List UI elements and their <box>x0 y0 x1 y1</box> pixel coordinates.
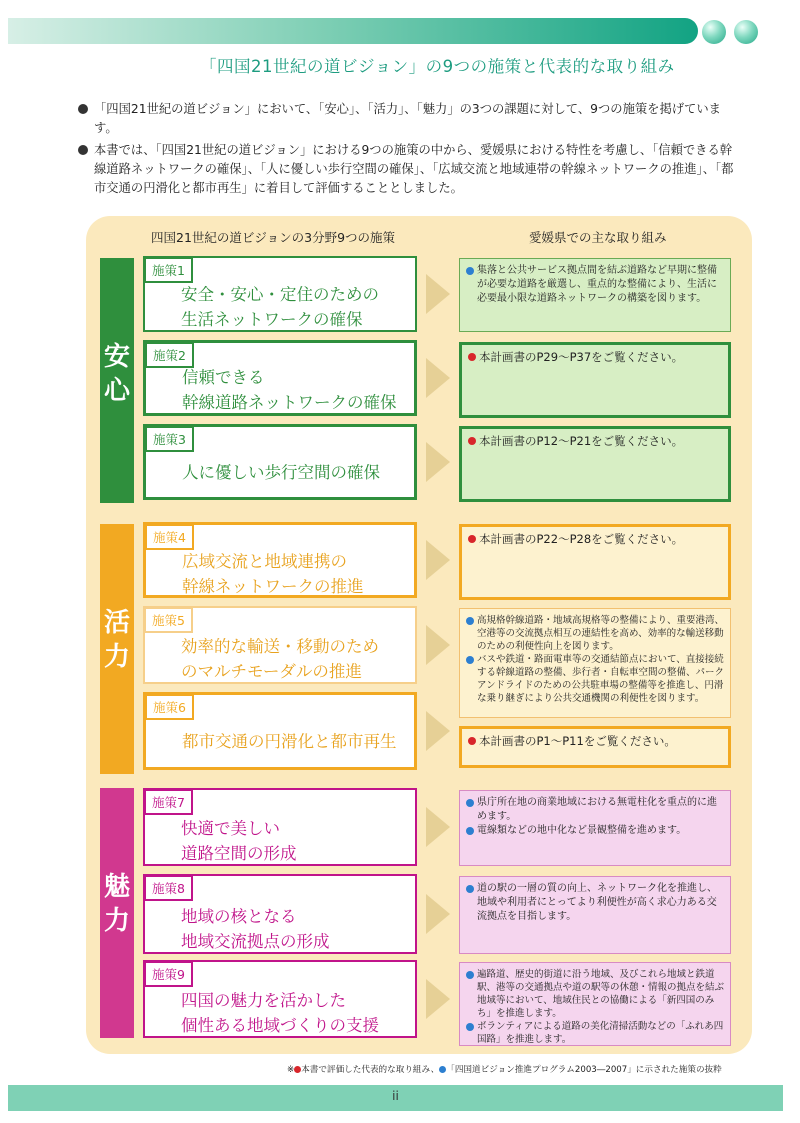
arrow-icon <box>426 540 450 580</box>
blue-dot-icon <box>466 617 474 625</box>
decor-ball-2 <box>734 20 758 44</box>
intro-item: 本書では、「四国21世紀の道ビジョン」における9つの施策の中から、愛媛県における特性を考慮し、「信頼できる幹線道路ネットワークの確保」、「人に優しい歩行空間の確保」、「広域交流と地域連帯の幹線ネットワークの推進」、「都市交通の円滑化と都市再生」に着目して評価することとしました。 <box>78 141 738 198</box>
policy-tag: 施策4 <box>145 524 194 550</box>
policy-tag: 施策3 <box>145 426 194 452</box>
category-band-miryoku <box>100 788 134 1038</box>
initiative-box-2 <box>459 342 731 418</box>
policy-title: 広域交流と地域連携の 幹線ネットワークの推進 <box>182 552 364 596</box>
arrow-icon <box>426 274 450 314</box>
bullet-dot-icon <box>78 145 88 155</box>
blue-dot-icon <box>466 827 474 835</box>
decor-ball-1 <box>702 20 726 44</box>
left-column-header: 四国21世紀の道ビジョンの3分野9つの施策 <box>151 230 396 245</box>
policy-title: 快適で美しい 道路空間の形成 <box>181 819 297 863</box>
arrow-icon <box>426 807 450 847</box>
bullet-dot-icon <box>78 104 88 114</box>
arrow-icon <box>426 625 450 665</box>
policy-card-2 <box>143 340 417 416</box>
footer-bar <box>8 1085 783 1111</box>
policy-tag: 施策2 <box>145 342 194 368</box>
arrow-icon <box>426 358 450 398</box>
blue-dot-icon <box>466 656 474 664</box>
policy-tag: 施策6 <box>145 694 194 720</box>
initiative-item: 高規格幹線道路・地域高規格等の整備により、重要港湾、空港等の交流拠点相互の連結性を高め、効率的な輸送移動のための利便性向上を図ります。 <box>466 614 724 653</box>
policy-card-3 <box>143 424 417 500</box>
initiative-box-7 <box>459 790 731 866</box>
policy-tag: 施策9 <box>144 961 193 987</box>
intro-item: 「四国21世紀の道ビジョン」において、「安心」、「活力」、「魅力」の3つの課題に対して、9つの施策を掲げています。 <box>78 100 738 138</box>
blue-dot-icon <box>466 799 474 807</box>
initiative-item: 道の駅の一層の質の向上、ネットワーク化を推進し、地域や利用者にとってより利便性が高く求心力ある交流拠点を目指します。 <box>466 882 724 924</box>
arrow-icon <box>426 711 450 751</box>
red-dot-icon <box>468 437 476 445</box>
policy-card-6 <box>143 692 417 770</box>
initiative-item: 本計画書のP1～P11をご覧ください。 <box>468 734 722 748</box>
policy-tag: 施策8 <box>144 875 193 901</box>
initiative-item: ボランティアによる道路の美化清掃活動などの「ふれあ四国路」を推進します。 <box>466 1020 724 1046</box>
initiative-box-1 <box>459 258 731 332</box>
blue-dot-icon <box>466 267 474 275</box>
policy-title: 都市交通の円滑化と都市再生 <box>182 732 397 751</box>
policy-tag: 施策7 <box>144 789 193 815</box>
policy-tag: 施策5 <box>144 607 193 633</box>
policy-card-5 <box>143 606 417 684</box>
category-label-miryoku: 魅力 <box>103 872 130 936</box>
initiative-box-3 <box>459 426 731 502</box>
initiative-item: 本計画書のP12～P21をご覧ください。 <box>468 434 722 448</box>
policy-title: 地域の核となる 地域交流拠点の形成 <box>181 907 330 951</box>
initiative-box-4 <box>459 524 731 600</box>
initiative-box-5 <box>459 608 731 718</box>
policy-title: 安全・安心・定住のための 生活ネットワークの確保 <box>181 285 379 329</box>
header-bar <box>8 18 698 44</box>
footnote: ※ 本書で評価した代表的な取り組み、 「四国道ビジョン推進プログラム2003―2007」に示された施策の抜粋 <box>287 1065 722 1075</box>
red-dot-icon <box>468 737 476 745</box>
initiative-item: 本計画書のP29～P37をご覧ください。 <box>468 350 722 364</box>
policy-card-8 <box>143 874 417 954</box>
category-label-anshin: 安心 <box>103 342 130 406</box>
page-title: 「四国21世紀の道ビジョン」の9つの施策と代表的な取り組み <box>200 57 675 76</box>
initiative-item: 電線類などの地中化など景観整備を進めます。 <box>466 824 724 838</box>
red-dot-icon <box>468 353 476 361</box>
initiative-item: バスや鉄道・路面電車等の交通結節点において、直接接続する幹線道路の整備、歩行者・自転車空間の整備、パークアンドライドのための公共駐車場の整備等を推進し、円滑な乗り継ぎにより公共交通機関の利便性を図ります。 <box>466 653 724 705</box>
initiative-box-8 <box>459 876 731 954</box>
intro-bullets <box>78 100 738 201</box>
red-dot-icon <box>468 535 476 543</box>
policy-title: 効率的な輸送・移動のため のマルチモーダルの推進 <box>181 637 379 681</box>
policy-tag: 施策1 <box>144 257 193 283</box>
initiative-box-9 <box>459 962 731 1046</box>
initiative-item: 集落と公共サービス拠点間を結ぶ道路など早期に整備が必要な道路を厳選し、重点的な整備により、生活に必要最小限な道路ネットワークの構築を図ります。 <box>466 264 724 306</box>
blue-dot-icon <box>466 1023 474 1031</box>
policy-card-4 <box>143 522 417 598</box>
category-band-katsuryoku <box>100 524 134 774</box>
arrow-icon <box>426 894 450 934</box>
policy-card-9 <box>143 960 417 1038</box>
policy-card-7 <box>143 788 417 866</box>
arrow-icon <box>426 979 450 1019</box>
blue-dot-icon <box>466 885 474 893</box>
page-number: ii <box>392 1089 399 1103</box>
initiative-item: 本計画書のP22～P28をご覧ください。 <box>468 532 722 546</box>
initiative-item: 遍路道、歴史的街道に沿う地域、及びこれら地域と鉄道駅、港等の交通拠点や道の駅等の休憩・情報の拠点を結ぶ地域等において、地域住民との協働による「新四国のみち」を推進します。 <box>466 968 724 1020</box>
policy-title: 四国の魅力を活かした 個性ある地域づくりの支援 <box>181 991 379 1035</box>
blue-dot-icon <box>466 971 474 979</box>
policy-title: 信頼できる 幹線道路ネットワークの確保 <box>182 368 397 412</box>
arrow-icon <box>426 442 450 482</box>
policy-title: 人に優しい歩行空間の確保 <box>182 463 380 482</box>
right-column-header: 愛媛県での主な取り組み <box>529 230 667 245</box>
policy-card-1 <box>143 256 417 332</box>
initiative-item: 県庁所在地の商業地域における無電柱化を重点的に進めます。 <box>466 796 724 824</box>
category-label-katsuryoku: 活力 <box>103 608 130 672</box>
category-band-anshin <box>100 258 134 503</box>
initiative-box-6 <box>459 726 731 768</box>
